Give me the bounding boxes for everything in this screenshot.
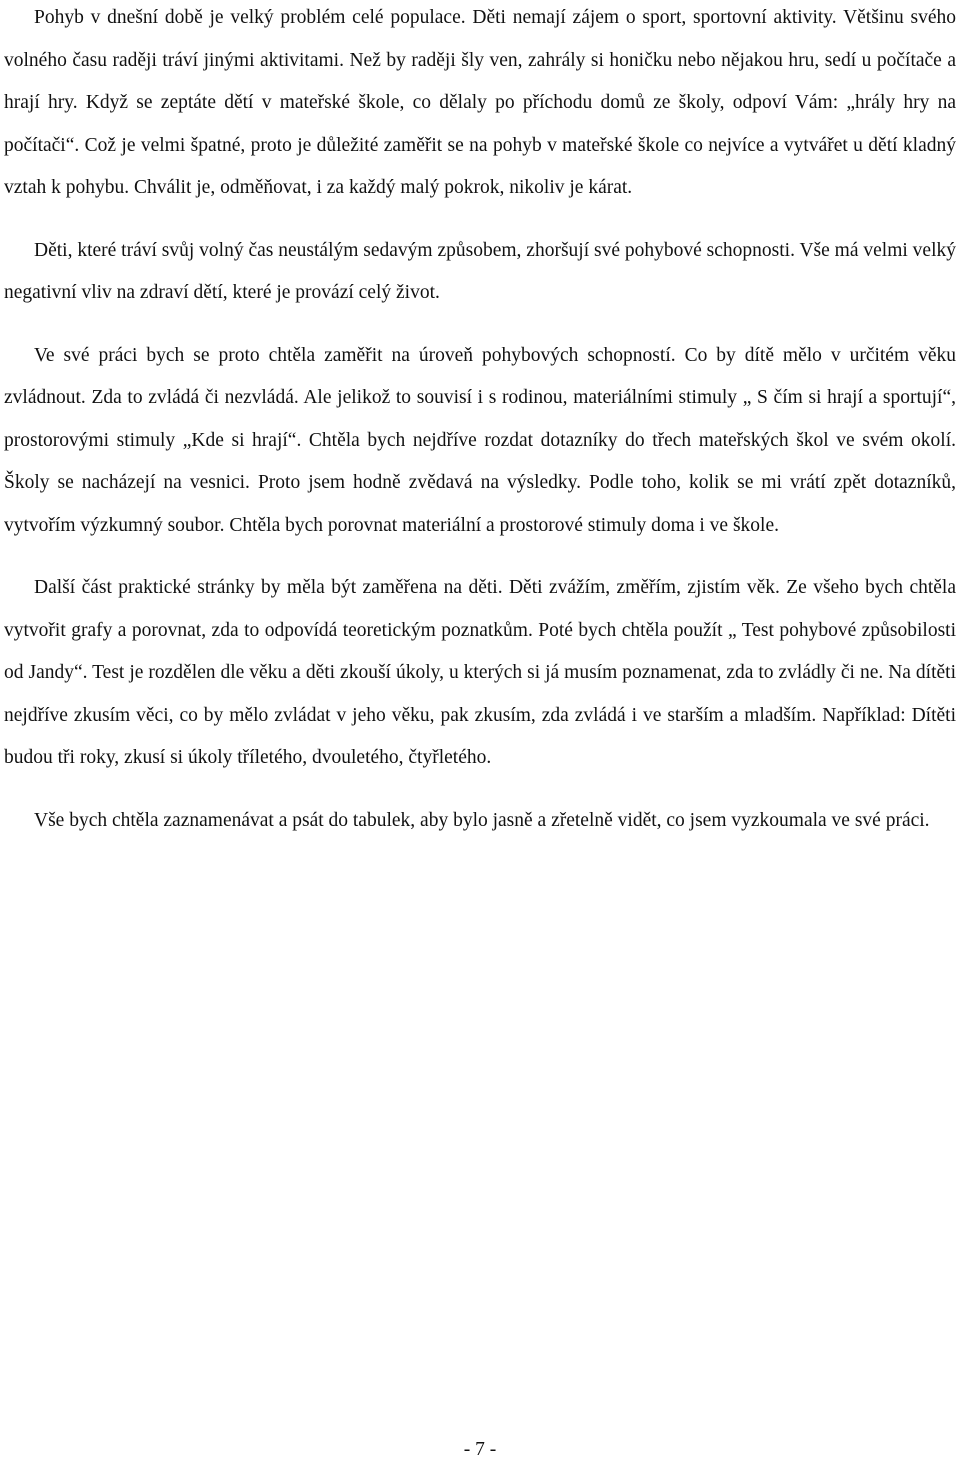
paragraph-research-aims: Ve své práci bych se proto chtěla zaměřit na úroveň pohybových schopností. Co by dítě mělo v určitém věku zvládnout. Zda to zvládá či nezvládá. Ale jelikož to souvisí i s rodinou, materiálními stimuly „ S čím si hrají a sportují“, prostorovými stimuly „Kde si hrají“. Chtěla bych nejdříve rozdat dotazníky do třech mateřských škol ve svém okolí. Školy se nacházejí na vesnici. Proto jsem hodně zvědavá na výsledky. Podle toho, kolik se mi vrátí zpět dotazníků, vytvořím výzkumný soubor. Chtěla bych porovnat materiální a prostorové stimuly doma i ve škole. bbox=[4, 344, 956, 536]
paragraph-recording-results: Vše bych chtěla zaznamenávat a psát do tabulek, aby bylo jasně a zřetelně vidět, co jsem vyzkoumala ve své práci. bbox=[34, 809, 930, 831]
page-number: - 7 - bbox=[463, 1439, 497, 1460]
paragraph-practical-part: Další část praktické stránky by měla být zaměřena na děti. Děti zvážím, změřím, zjistím věk. Ze všeho bych chtěla vytvořit grafy a porovnat, zda to odpovídá teoretickým poznatkům. Poté bych chtěla použít „ Test pohybové způsobilosti od Jandy“. Test je rozdělen dle věku a děti zkouší úkoly, u kterých si já musím poznamenat, zda to zvládly či ne. Na dítěti nejdříve zkusím věci, co by mělo zvládat v jeho věku, pak zkusím, zda zvládá i ve starším a mladším. Například: Dítěti budou tři roky, zkusí si úkoly tříletého, dvouletého, čtyřletého. bbox=[4, 577, 956, 768]
document-page bbox=[4, 0, 956, 842]
paragraph-intro-movement-problem: Pohyb v dnešní době je velký problém celé populace. Děti nemají zájem o sport, sportovní aktivity. Většinu svého volného času raději tráví jinými aktivitami. Než by raději šly ven, zahrály si honičku nebo nějakou hru, sedí u počítače a hrají hry. Když se zeptáte dětí v mateřské škole, co dělaly po příchodu domů ze školy, odpoví Vám: „hrály hry na počítači“. Což je velmi špatné, proto je důležité zaměřit se na pohyb v mateřské škole co nejvíce a vytvářet u dětí kladný vztah k pohybu. Chválit je, odměňovat, i za každý malý pokrok, nikoliv je kárat. bbox=[4, 7, 956, 198]
paragraph-sedentary-children: Děti, které tráví svůj volný čas neustálým sedavým způsobem, zhoršují své pohybové schopnosti. Vše má velmi velký negativní vliv na zdraví dětí, které je provází celý život. bbox=[4, 239, 956, 303]
